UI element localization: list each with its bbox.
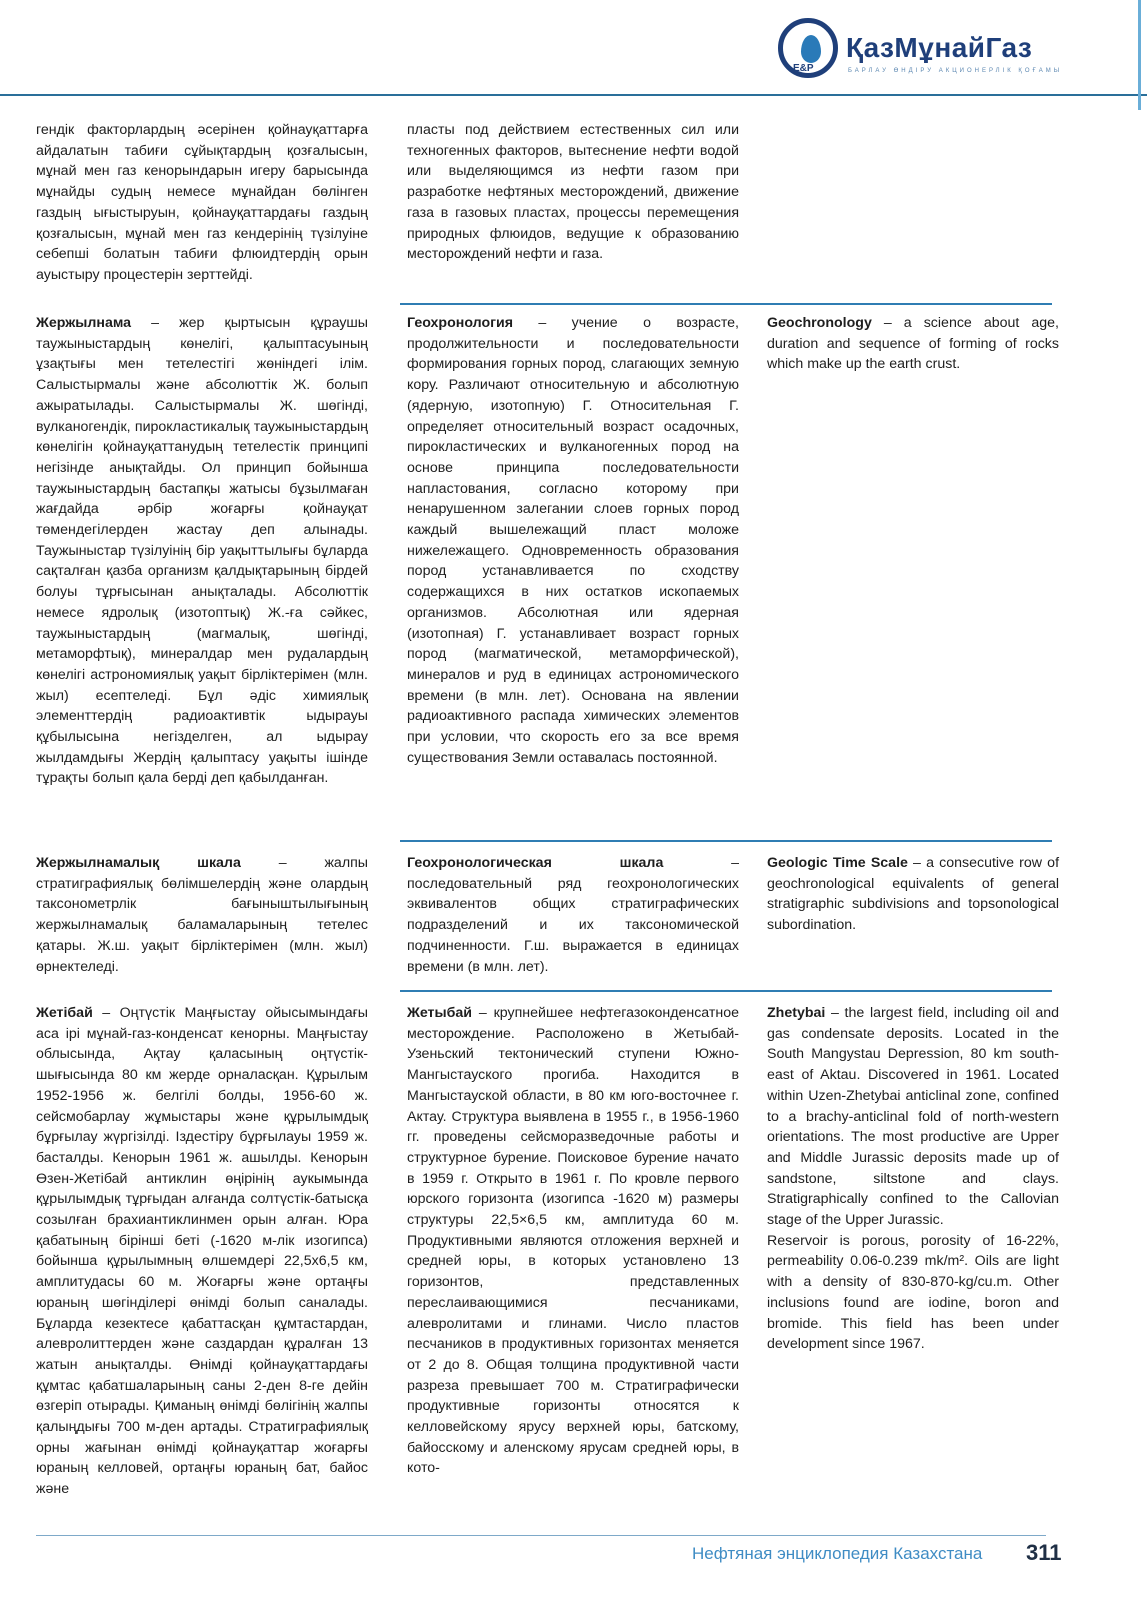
- entry-text: – a consecutive row of geochronological equivalents of general stratigraphic subdivisions and topsonological subordination.: [767, 855, 1060, 934]
- entry-term: Жержылнама: [36, 315, 132, 331]
- entry-term: Геохронология: [407, 315, 514, 331]
- entry-text: – Оңтүстік Маңғыстау ойысымындағы аса ірі мұнай-газ-конденсат кенорны. Маңғыстау облысында, Ақтау қаласының оңтүстік-шығысында 80 км жерде орналасқан. Құрылым 1952-1956 ж. белгілі болды, 1956-60 ж. сейсмобарлау жұмыстары және құрылымдық бұрғылау жүргізілді. Іздестіру бұрғылауы 1959 ж. басталды. Кенорын 1961 ж. ашылды. Кенорын Өзен-Жетібай антиклин өңірінің аукымында құрылымдық тұрғыдан алғанда солтүстік-батысқа созылған брахиантиклинмен орын алған. Юра қабатының бірінші беті (-1620 м-лік изогипса) бойынша құрылымның өлшемдері 22,5х6,5 км, амплитудасы 60 м. Жоғарғы және ортаңғы юраның шөгінділері өнімді болып саналады. Бұларда кезектесе қабаттасқан құмтастардан, алевролиттерден және саздардан құралған 13 жатын анықталды. Өнімді қойнауқаттардағы құмтас қабатшаларының саны 2-ден 8-ге дейін өзгеріп отырады. Қиманың өнімді бөлігінің жалпы қалыңдығы 700 м-ден артады. Стратиграфиялық орны жағынан өнімді қойнауқаттар жоғарғы юраның келловей, ортаңғы юраның бат, байос және: [36, 1005, 368, 1498]
- entry-divider: [400, 990, 1052, 992]
- logo-name: ҚазМұнайГаз: [846, 32, 1033, 63]
- entry-russian: [407, 120, 739, 265]
- entry-term: Жержылнамалық шкала: [36, 855, 241, 871]
- entry-english: [767, 1003, 1059, 1355]
- entry-text: – жер қыртысын құраушы таужыныстардың көнелігі, қалыптасуының ұзақтығы мен тетелестігі жөніндегі ілім. Салыстырмалы және абсолюттік Ж. болып ажыратылады. Салыстырмалы Ж. шөгінді, вулканогендік, пирокластикалық таужыныстардың көнелігін қойнауқаттанудың тетелестік принципі негізінде анықтайды. Ол принцип бойынша таужыныстардың бастапқы жатысы бұзылмаған жағдайда әрбір жоғарғы қойнауқат төмендегілерден жастау деп алынады. Таужыныстар түзілуінің бір уақыттылығы бұларда сақталған қазба организм қалдықтарының бірдей болуы тұрғысынан анықталады. Абсолюттік немесе ядролық (изотоптық) Ж.-ға сәйкес, таужыныстардың (магмалық, шөгінді, метаморфтық), минералдар мен рудалардың көнелігі астрономиялық уақыт бірліктерімен (млн. жыл) есептеледі. Бұл әдіс химиялық элементтердің радиоактивтік ыдырауы құбылысына негізделген, ал ыдырау жылдамдығы Жердің қалыптасу уақыты ішінде тұрақты болып қала берді деп қабылданған.: [36, 315, 368, 787]
- entry-russian: [407, 1003, 739, 1479]
- header-divider: [0, 94, 1147, 96]
- entry-kazakh: [36, 120, 368, 286]
- entry-text: пласты под действием естественных сил или техногенных факторов, вытеснение нефти водой или выделяющимся из нефти газом при разработке нефтяных месторождений, движение газа в газовых пластах, процессы перемещения природных флюидов, ведущие к образованию месторождений нефти и газа.: [407, 122, 739, 263]
- entry-text: – the largest field, including oil and gas condensate deposits. Located in the South Mangystau Depression, 80 km south-east of Aktau. Discovered in 1961. Located within Uzen-Zhetybai anticlinal zone, confined to a brachy-anticlinal fold of north-western orientations. The most productive are Upper and Middle Jurassic deposits made up of sandstone, siltstone and clays. Stratigraphically confined to the Callovian stage of the Upper Jurassic.: [767, 1005, 1059, 1229]
- oil-drop-icon: [801, 35, 821, 63]
- entry-term: Геохронологическая шкала: [407, 855, 664, 871]
- entry-english: [767, 853, 1059, 936]
- entry-kazakh: [36, 313, 368, 789]
- entry-term: Geochronology: [767, 315, 872, 331]
- entry-divider: [400, 840, 1052, 842]
- entry-text-paragraph: Reservoir is porous, porosity of 16-22%, permeability 0.06-0.239 mk/m². Oils are light with a density of 830-870-kg/cu.m. Other inclusions found are iodine, boron and bromide. This field has been under development since 1967.: [767, 1232, 1059, 1353]
- logo-badge: E&P: [793, 63, 814, 74]
- page-edge-mark: [1138, 0, 1141, 110]
- company-logo: [778, 12, 1068, 88]
- page-header: [0, 0, 1147, 96]
- entry-term: Geologic Time Scale: [767, 855, 908, 871]
- entry-russian: [407, 853, 739, 977]
- entry-divider: [400, 303, 1052, 305]
- logo-subtitle: БАРЛАУ ӨНДІРУ АКЦИОНЕРЛІК ҚОҒАМЫ: [848, 68, 1063, 74]
- publication-title: Нефтяная энциклопедия Казахстана: [692, 1544, 983, 1563]
- logo-emblem: [778, 18, 838, 78]
- entry-text: – последовательный ряд геохронологических эквивалентов общих стратиграфических подразделений и их таксономической подчиненности. Г.ш. выражается в единицах времени (в млн. лет).: [407, 855, 739, 975]
- entry-text: гендік факторлардың әсерінен қойнауқаттарға айдалатын табиғи сұйықтардың қозғалысын, мұнай мен газ кенорындарын игеру барысында мұнайды судың немесе мұнайдан бөлінген газдың ығыстыруын, қойнауқаттардағы газдың қозғалысын, мұнай мен газ кендерінің түзілуіне себепші болатын табиғи флюидтердің орын ауыстыру процестерін зерттейді.: [36, 122, 368, 283]
- entry-text: – учение о возрасте, продолжительности и последовательности формирования горных пород, слагающих земную кору. Различают относительную и абсолютную (ядерную, изотопную) Г. Относительная Г. определяет относительный возраст осадочных, пирокластических и вулканогенных пород на основе принципа последовательности напластования, согласно которому при ненарушенном залегании слоев горных пород каждый вышележащий пласт моложе нижележащего. Одновременность образования пород устанавливается по сходству содержащихся в них остатков ископаемых организмов. Абсолютная или ядерная (изотопная) Г. устанавливает возраст горных пород (магматической, метаморфической), минералов и руд в единицах астрономического времени (в млн. лет). Основана на явлении радиоактивного распада химических элементов при условии, что скорость его за все время существования Земли оставалась постоянной.: [407, 315, 739, 766]
- entry-text: – крупнейшее нефтегазоконденсатное месторождение. Расположено в Жетыбай-Узеньский тектонический ступени Южно-Мангыстауского прогиба. Находится в Мангыстауской области, в 80 км юго-восточнее г. Актау. Структура выявлена в 1955 г., в 1956-1960 гг. проведены сейсморазведочные работы и структурное бурение. Поисковое бурение начато в 1959 г. Открыто в 1961 г. По кровле первого юрского горизонта (изогипса -1620 м) размеры структуры 22,5×6,5 км, амплитуда 60 м. Продуктивными являются отложения верхней и средней юры, в которых установлено 13 горизонтов, представленных переслаивающимися песчаниками, алевролитами и глинами. Число пластов песчаников в продуктивных горизонтах меняется от 2 до 8. Общая толщина продуктивной части разреза превышает 700 м. Стратиграфически продуктивные горизонты относятся к келловейскому ярусу верхней юры, батскому, байосскому и аленскому ярусам средней юры, в кото-: [407, 1005, 739, 1477]
- entry-kazakh: [36, 1003, 368, 1500]
- entry-term: Zhetybai: [767, 1005, 826, 1021]
- page-number: 311: [1026, 1540, 1062, 1565]
- entry-text: – жалпы стратиграфиялық бөлімшелердің және олардың таксонометрлік бағыныштылығының жержылнамалық баламаларының тетелес қатары. Ж.ш. уақыт бірліктерімен (млн. жыл) өрнектеледі.: [36, 855, 368, 975]
- entry-term: Жетібай: [36, 1005, 93, 1021]
- entry-kazakh: [36, 853, 368, 977]
- footer-divider: [36, 1535, 1046, 1536]
- entry-russian: [407, 313, 739, 768]
- entry-english: [767, 313, 1059, 375]
- entry-term: Жетыбай: [407, 1005, 472, 1021]
- entry-text: – a science about age, duration and sequence of forming of rocks which make up the earth crust.: [767, 315, 1059, 373]
